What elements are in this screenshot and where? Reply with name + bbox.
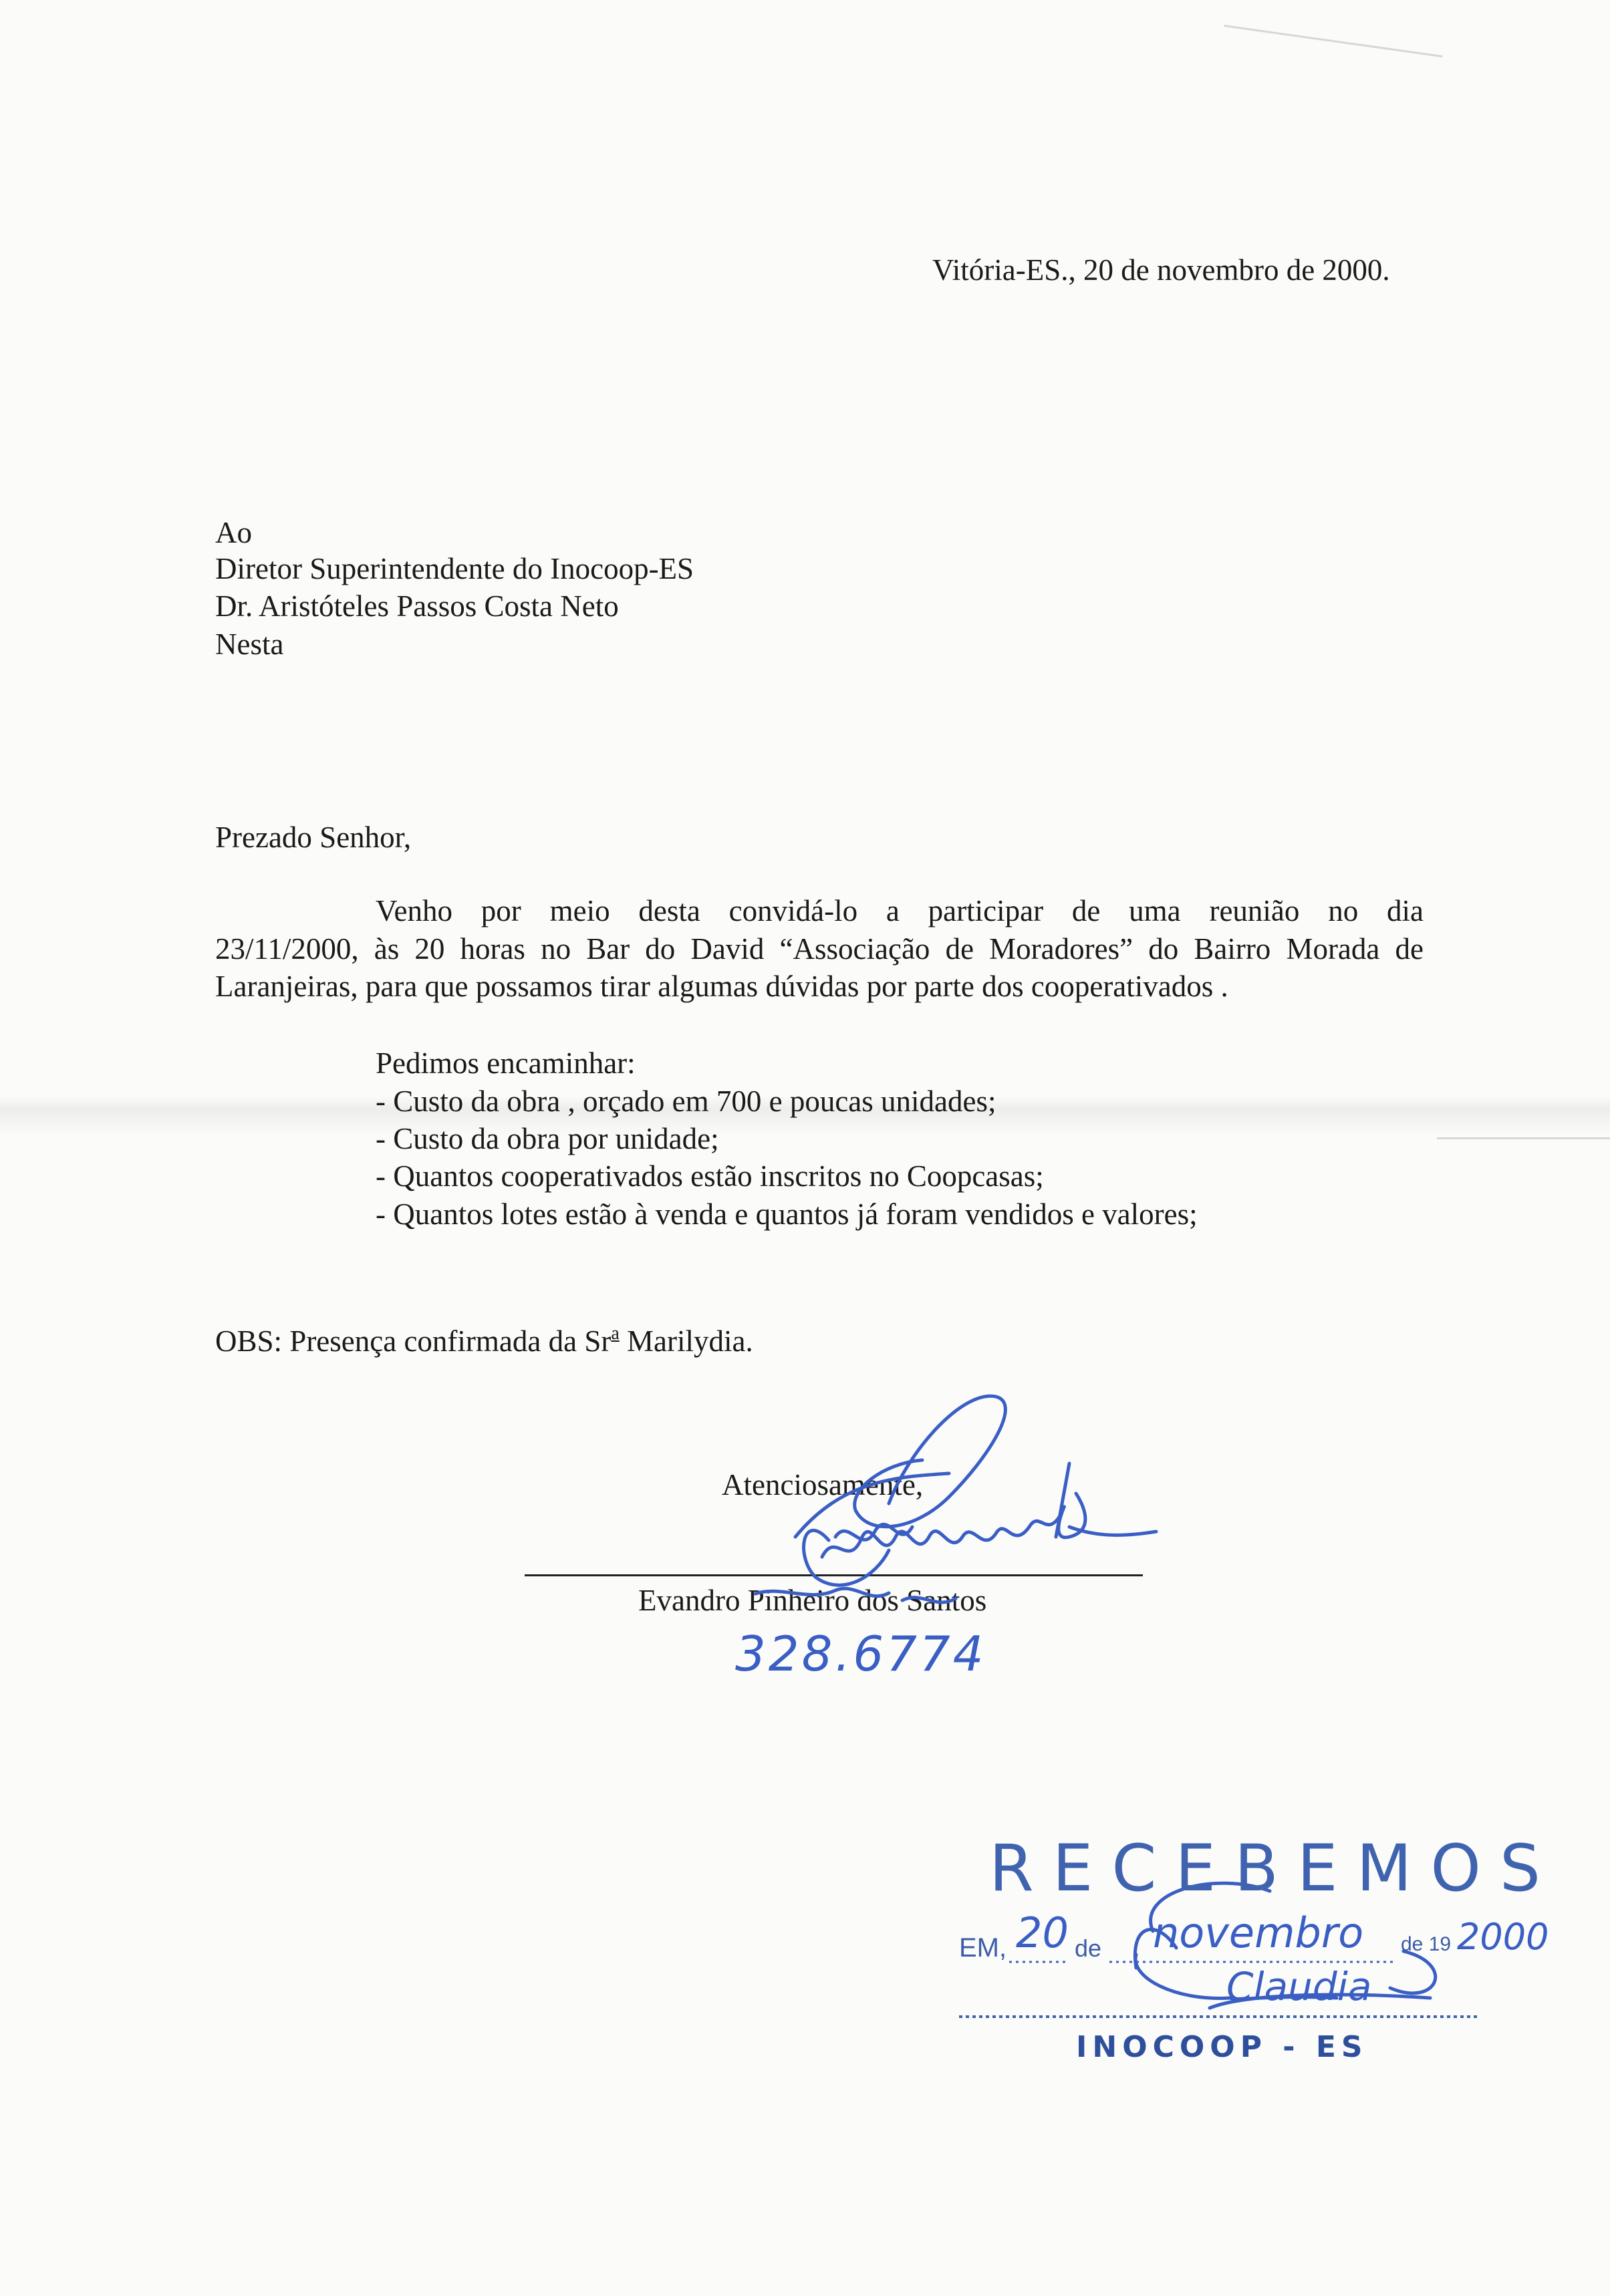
closing: Atenciosamente, [722, 1468, 924, 1501]
stamp-day: 20 [1016, 1908, 1069, 1957]
recipient-line-3: Dr. Aristóteles Passos Costa Neto [215, 589, 619, 623]
stamp-em-label: EM, [959, 1933, 1007, 1963]
obs-superscript: a [611, 1323, 620, 1344]
stamp-year: 2000 [1457, 1916, 1549, 1958]
stamp-de-label-2: de 19 [1401, 1933, 1452, 1955]
request-item-1: - Custo da obra , orçado em 700 e poucas unidades; [376, 1085, 996, 1118]
stamp-organization: INOCOOP - ES [1076, 2030, 1368, 2064]
stamp-month: novembro [1153, 1908, 1364, 1957]
request-intro: Pedimos encaminhar: [376, 1046, 636, 1080]
obs-suffix: Marilydia. [619, 1324, 753, 1358]
date-line: Vitória-ES., 20 de novembro de 2000. [932, 253, 1390, 287]
request-item-4: - Quantos lotes estão à venda e quantos já foram vendidos e valores; [376, 1197, 1198, 1231]
body-line-1: Venho por meio desta convidá-lo a participar de uma reunião no dia [376, 894, 1424, 927]
recipient-line-1: Ao [215, 516, 252, 549]
signer-name: Evandro Pinheiro dos Santos [638, 1584, 987, 1617]
stamp-received-by: Claudia [1226, 1964, 1372, 2009]
body-line-2: 23/11/2000, às 20 horas no Bar do David “Associação de Moradores” do Bairro Morada de [215, 932, 1424, 966]
obs-prefix: OBS: Presença confirmada da Sr [215, 1324, 612, 1358]
recipient-line-4: Nesta [215, 627, 284, 661]
body-line-3: Laranjeiras, para que possamos tirar algumas dúvidas por parte dos cooperativados . [215, 970, 1228, 1003]
handwritten-phone: 328.6774 [735, 1626, 986, 1682]
recipient-line-2: Diretor Superintendente do Inocoop-ES [215, 552, 694, 585]
request-item-2: - Custo da obra por unidade; [376, 1122, 719, 1155]
stamp-de-label-1: de [1075, 1934, 1102, 1962]
salutation: Prezado Senhor, [215, 821, 412, 854]
request-item-3: - Quantos cooperativados estão inscritos no Coopcasas; [376, 1159, 1044, 1193]
stamp-title: RECEBEMOS [989, 1831, 1559, 1906]
